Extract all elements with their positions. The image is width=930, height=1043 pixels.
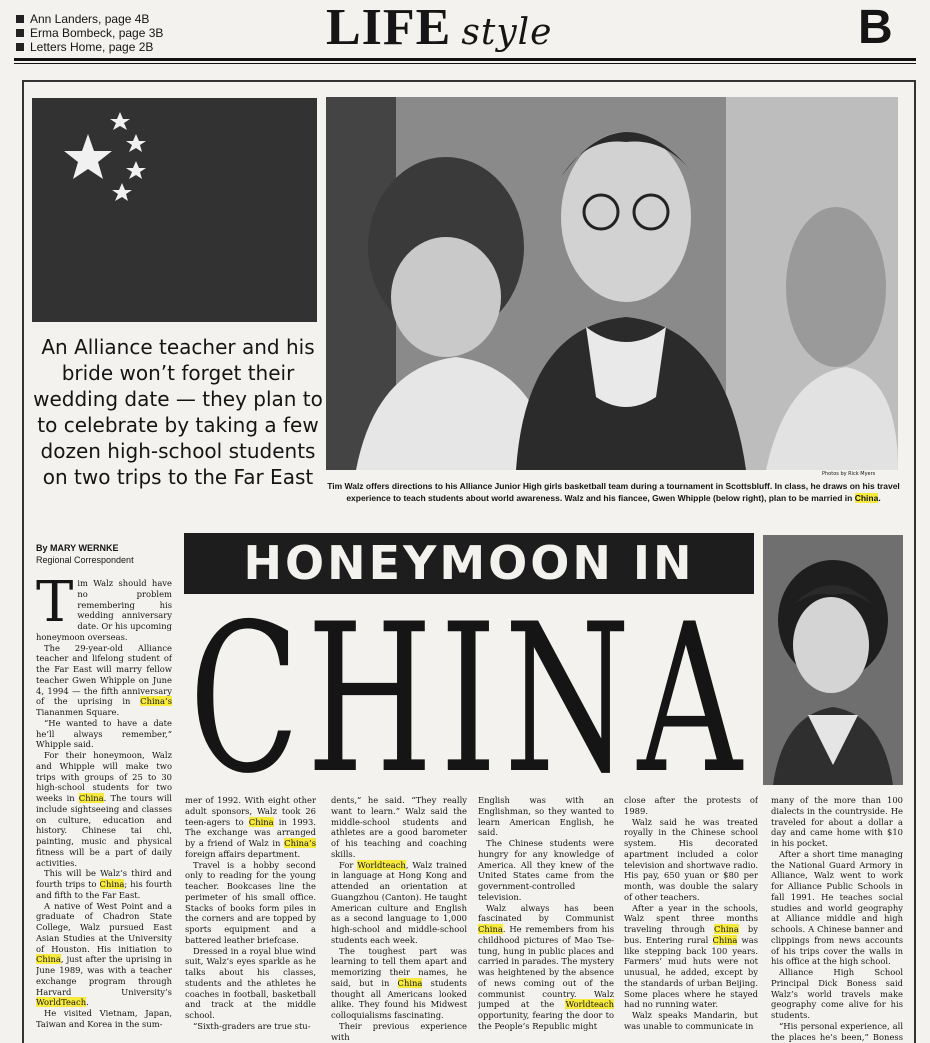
portrait-graphic (763, 535, 903, 785)
article-paragraph: mer of 1992. With eight other adult sponsors, Walz took 26 teen-agers to China in 1993. The exchange was arranged by a friend of Walz in China’s foreign affairs department. (185, 795, 316, 859)
drop-cap: T (36, 578, 74, 635)
article-paragraph: After a short time managing the National Guard Armory in Alliance, Walz went to work for Alliance Public Schools in fall 1991. He teaches social studies and world geography at Alliance middle and high schools. A Chinese banner and clippings from news accounts of his trips cover the walls in his office at the high school. (771, 848, 903, 967)
byline-name: By MARY WERNKE (36, 543, 119, 553)
china-flag-photo (32, 98, 317, 322)
article-paragraph: Dressed in a royal blue wind suit, Walz’s eyes sparkle as he talks about his classes, students and the athletes he coaches in football, basketball and track at the middle school. (185, 945, 316, 1020)
headline-bottom-text: CHINA (189, 598, 749, 788)
article-column-2 (185, 795, 316, 1043)
article-paragraph: Walz said he was treated royally in the Chinese school system. His decorated apartment included a color television and shortwave radio. His pay, 650 yuan or $80 per month, was double the salary of other teachers. (624, 816, 758, 902)
article-paragraph: He visited Vietnam, Japan, Taiwan and Korea in the sum- (36, 1008, 172, 1029)
article-paragraph: Walz always has been fascinated by Communist China. He remembers from his childhood pictures of Mao Tse-tung, hung in public places and carried in parades. The mystery was heightened by the absence of news coming out of the communist country. Walz jumped at the Worldteach opportunity, fearing the door to the People’s Republic might (478, 902, 614, 1031)
article-paragraph: im Walz should have no problem remembering his wedding anniversary date. Or his upcoming honeymoon overseas. (36, 578, 172, 642)
photo-graphic (326, 97, 898, 470)
article-paragraph: Their previous experience with (331, 1020, 467, 1042)
section-letter: B (858, 1, 893, 54)
bullet-square-icon (16, 15, 24, 23)
article-column-1 (36, 578, 172, 1043)
article-paragraph: Travel is a hobby second only to reading for the young teacher. Bookcases line the perimeter of his small office. Stacks of books form piles in the corners and are topped by sports equipment and a battered leather briefcase. (185, 859, 316, 945)
article-paragraph: close after the protests of 1989. (624, 795, 758, 816)
article-column-3 (331, 795, 467, 1043)
article-paragraph: many of the more than 100 dialects in the countryside. He traveled for about a dollar a day and came home with $10 in his pocket. (771, 795, 903, 848)
fiancee-portrait-photo (763, 535, 903, 785)
index-item[interactable]: Letters Home, page 2B (16, 40, 163, 54)
masthead-rule-thin (14, 63, 916, 64)
photo-credit: Photos by Rick Myers (822, 471, 876, 477)
article-paragraph: For their honeymoon, Walz and Whipple will make two trips with groups of 25 to 30 high-school students for two weeks in China. The tours will include sightseeing and classes on culture, education and history. Chinese tai chi, painting, music and physical fitness will be a part of daily activities. (36, 750, 172, 868)
article-paragraph: The 29-year-old Alliance teacher and lifelong student of the Far East will marry fellow teacher Gwen Whipple on June 4, 1994 — the fifth anniversary of the uprising in China’s Tiananmen Square. (36, 642, 172, 717)
headline-bottom (178, 598, 760, 788)
index-item[interactable]: Ann Landers, page 4B (16, 12, 163, 26)
section-masthead: LIFE style (326, 0, 553, 56)
article-paragraph: “He wanted to have a date he’ll always remember,” Whipple said. (36, 717, 172, 750)
byline-title: Regional Correspondent (36, 555, 134, 565)
article-paragraph: The toughest part was learning to tell them apart and memorizing their names, he said, but in China students thought all Americans looked alike. They found his Midwest colloquialisms fascinating. (331, 945, 467, 1020)
bullet-square-icon (16, 43, 24, 51)
article-column-5 (624, 795, 758, 1043)
article-paragraph: The Chinese students were hungry for any knowledge of America. All they knew of the United States came from the government-controlled television. (478, 838, 614, 902)
coach-team-photo (326, 97, 898, 470)
article-paragraph: This will be Walz’s third and fourth trips to China; his fourth and fifth to the Far East. (36, 868, 172, 900)
article-column-4 (478, 795, 614, 1043)
article-paragraph: English was with an Englishman, so they wanted to learn American English, he said. (478, 795, 614, 838)
story-deck: An Alliance teacher and his bride won’t forget their wedding date — they plan to to celebrate by taking a few dozen high-school students on two trips to the Far East (33, 335, 323, 489)
article-paragraph: Walz speaks Mandarin, but was unable to communicate in (624, 1010, 758, 1031)
byline (36, 542, 134, 566)
article-paragraph: Alliance High School Principal Dick Boness said Walz’s world travels make geography come alive for his students. (771, 967, 903, 1020)
article-paragraph: “Sixth-graders are true stu- (193, 1020, 311, 1031)
index-item[interactable]: Erma Bombeck, page 3B (16, 26, 163, 40)
article-paragraph: A native of West Point and a graduate of Chadron State College, Walz pursued East Asian Studies at the University of Houston. His initiation to China, just after the uprising in June 1989, was with a teacher exchange program through Harvard University’s WorldTeach. (36, 900, 172, 1008)
article-column-6 (771, 795, 903, 1043)
flag-graphic (32, 98, 317, 322)
article-paragraph: After a year in the schools, Walz spent three months traveling through China by bus. Entering rural China was like stepping back 100 years. Farmers’ mud huts were not unusual, he added, except by the standards of urban Beijing. Some places where he stayed had no running water. (624, 902, 758, 1010)
article-paragraph: dents,” he said. “They really want to learn.” Walz said the middle-school students and athletes are a good barometer of his teaching and coaching skills. (331, 795, 467, 859)
bullet-square-icon (16, 29, 24, 37)
section-index (16, 12, 163, 54)
photo-caption: Tim Walz offers directions to his Alliance Junior High girls basketball team during a tournament in Scottsbluff. In class, he draws on his travel experience to teach students about world awareness. Walz and his fiancee, Gwen Whipple (below right), plan to be married in China. (327, 481, 900, 503)
article-paragraph: For Worldteach, Walz trained in language at Hong Kong and attended an orientation at Guangzhou (Canton). He taught American culture and English as a second language to 1,000 high-school and middle-school students each week. (331, 859, 467, 945)
article-paragraph: “His personal experience, all the places he’s been,” Boness (771, 1020, 903, 1042)
masthead-rule (14, 58, 916, 61)
headline-lettering (178, 598, 760, 788)
headline-top: HONEYMOON IN (184, 533, 754, 594)
